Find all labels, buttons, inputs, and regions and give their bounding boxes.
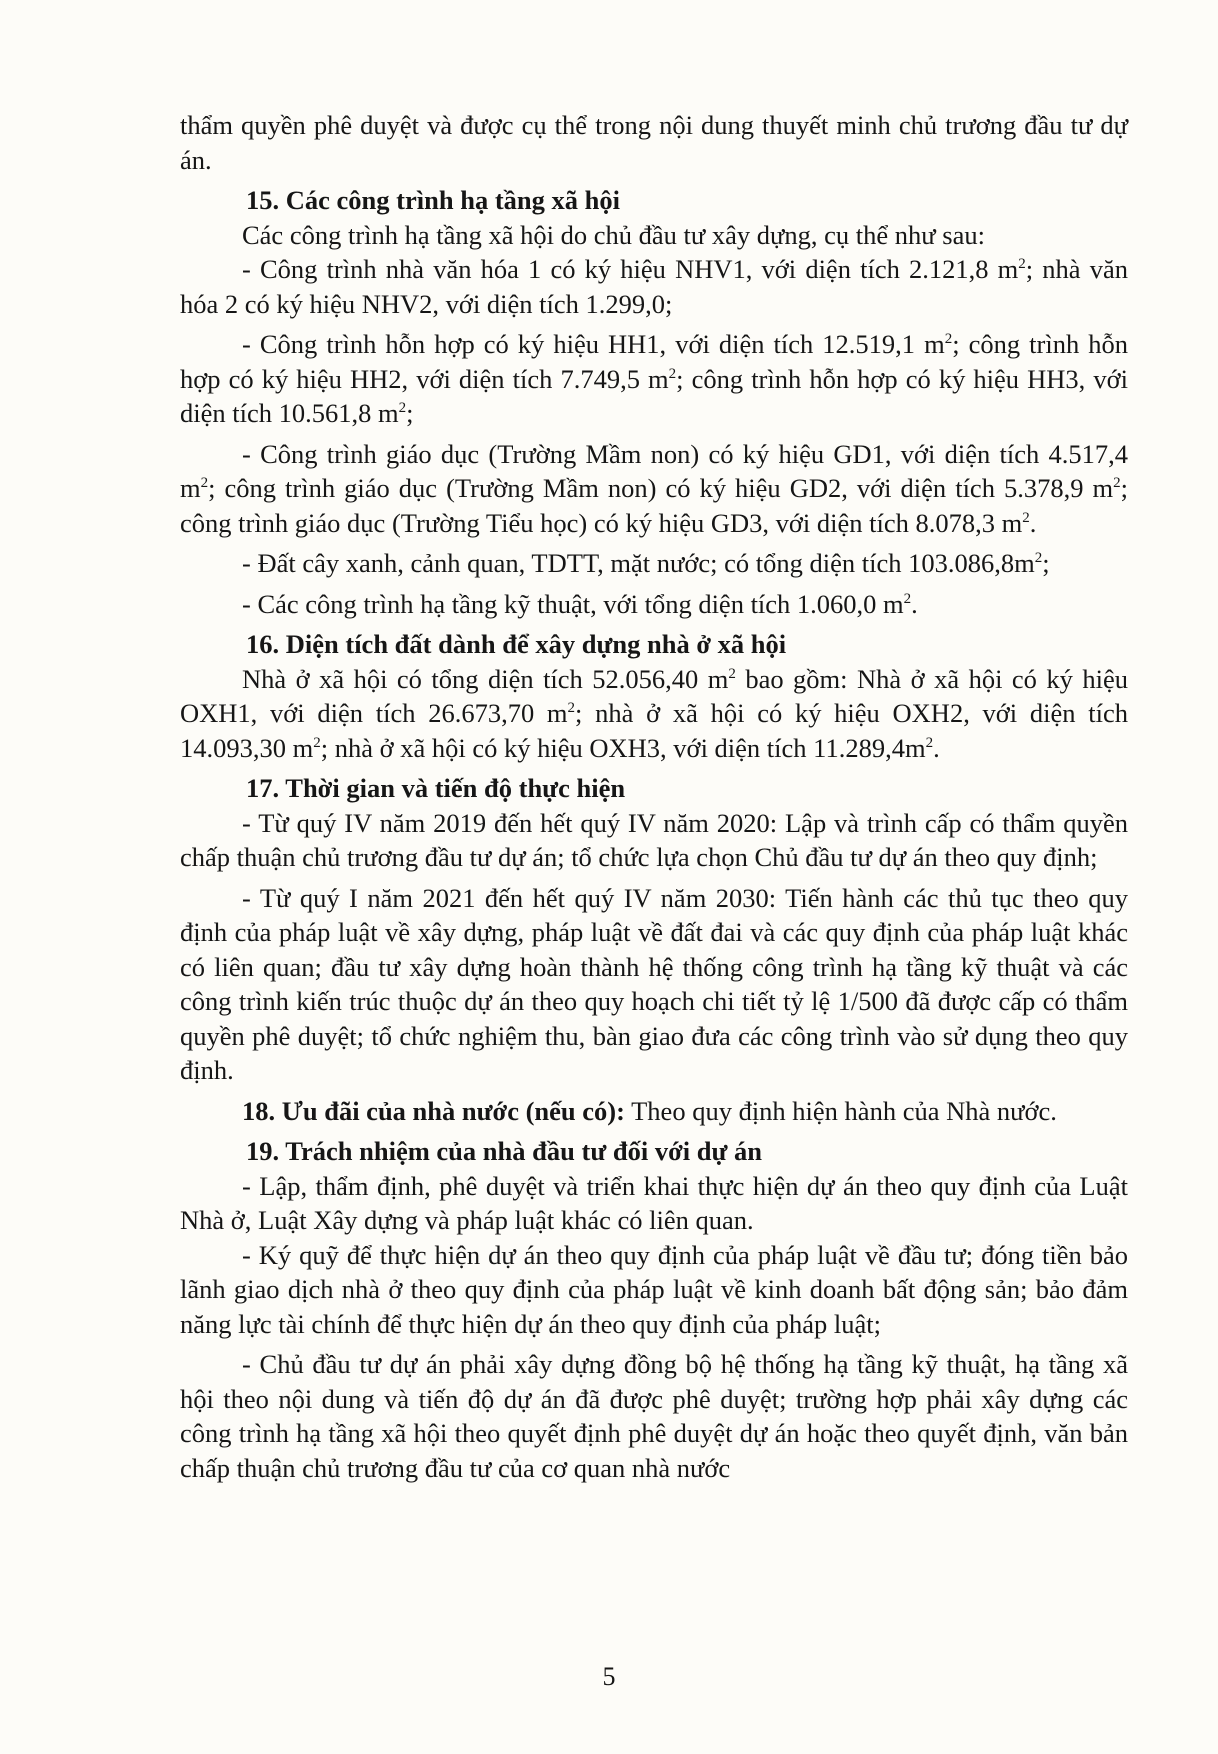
heading-section-17: 17. Thời gian và tiến độ thực hiện [246,773,626,803]
section-15-item-culture-house: - Công trình nhà văn hóa 1 có ký hiệu NHV1, với diện tích 2.121,8 $m^2$; nhà văn hóa 2 có ký hiệu NHV2, với diện tích 1.299,0; [180,254,1128,319]
section-17-phase-1: - Từ quý IV năm 2019 đến hết quý IV năm 2020: Lập và trình cấp có thẩm quyền chấp thuận chủ trương đầu tư dự án; tổ chức lựa chọn Chủ đầu tư dự án theo quy định; [180,807,1128,872]
section-15-item-mixed-use: - Công trình hỗn hợp có ký hiệu HH1, với diện tích 12.519,1 $m^2$; công trình hỗn hợp có ký hiệu HH2, với diện tích 7.749,5 $m^2$; công trình hỗn hợp có ký hiệu HH3, với diện tích 10.561,8 $m^2$; [180,329,1128,428]
section-19-item-2: - Ký quỹ để thực hiện dự án theo quy định của pháp luật về đầu tư; đóng tiền bảo lãnh giao dịch nhà ở theo quy định của pháp luật về kinh doanh bất động sản; bảo đảm năng lực tài chính để thực hiện dự án theo quy định của pháp luật; [180,1239,1128,1339]
section-15-intro: Các công trình hạ tầng xã hội do chủ đầu tư xây dựng, cụ thể như sau: [242,219,985,250]
section-15-item-education: - Công trình giáo dục (Trường Mầm non) có ký hiệu GD1, với diện tích 4.517,4 $m^2$; công trình giáo dục (Trường Mầm non) có ký hiệu GD2, với diện tích 5.378,9 $m^2$; công trình giáo dục (Trường Tiểu học) có ký hiệu GD3, với diện tích 8.078,3 $m^2$. [180,438,1128,538]
heading-section-16: 16. Diện tích đất dành để xây dựng nhà ở xã hội [246,629,787,659]
heading-section-18: 18. Ưu đãi của nhà nước (nếu có): [242,1095,625,1126]
section-15-item-technical: - Các công trình hạ tầng kỹ thuật, với tổng diện tích 1.060,0 $m^2$. [242,588,918,619]
paragraph-continuation: thẩm quyền phê duyệt và được cụ thể trong nội dung thuyết minh chủ trương đầu tư dự án. [180,110,1128,175]
heading-section-19: 19. Trách nhiệm của nhà đầu tư đối với dự án [246,1136,762,1166]
section-18: 18. Ưu đãi của nhà nước (nếu có): Theo quy định hiện hành của Nhà nước. [242,1095,1057,1126]
section-17-phase-2: - Từ quý I năm 2021 đến hết quý IV năm 2030: Tiến hành các thủ tục theo quy định của pháp luật về xây dựng, pháp luật về đất đai và các quy định của pháp luật khác có liên quan; đầu tư xây dựng hoàn thành hệ thống công trình hạ tầng kỹ thuật và các công trình kiến trúc thuộc dự án theo quy hoạch chi tiết tỷ lệ 1/500 đã được cấp có thẩm quyền phê duyệt; tổ chức nghiệm thu, bàn giao đưa các công trình vào sử dụng theo quy định. [180,882,1128,1085]
section-19-item-3: - Chủ đầu tư dự án phải xây dựng đồng bộ hệ thống hạ tầng kỹ thuật, hạ tầng xã hội theo nội dung và tiến độ dự án đã được phê duyệt; trường hợp phải xây dựng các công trình hạ tầng xã hội theo quyết định phê duyệt dự án hoặc theo quyết định, văn bản chấp thuận chủ trương đầu tư của cơ quan nhà nước [180,1349,1128,1483]
heading-section-15: 15. Các công trình hạ tầng xã hội [246,185,620,215]
section-16-body: Nhà ở xã hội có tổng diện tích 52.056,40 $m^2$ bao gồm: Nhà ở xã hội có ký hiệu OXH1, với diện tích 26.673,70 $m^2$; nhà ở xã hội có ký hiệu OXH2, với diện tích 14.093,30 $m^2$; nhà ở xã hội có ký hiệu OXH3, với diện tích $11.289,4m^2$. [180,663,1128,763]
page-number: 5 [602,1662,616,1691]
section-15-item-green-space: - Đất cây xanh, cảnh quan, TDTT, mặt nước; có tổng diện tích $103.086,8m^2$; [242,548,1050,578]
section-19-item-1: - Lập, thẩm định, phê duyệt và triển khai thực hiện dự án theo quy định của Luật Nhà ở, Luật Xây dựng và pháp luật khác có liên quan. [180,1170,1128,1235]
document-body [180,108,1128,1485]
